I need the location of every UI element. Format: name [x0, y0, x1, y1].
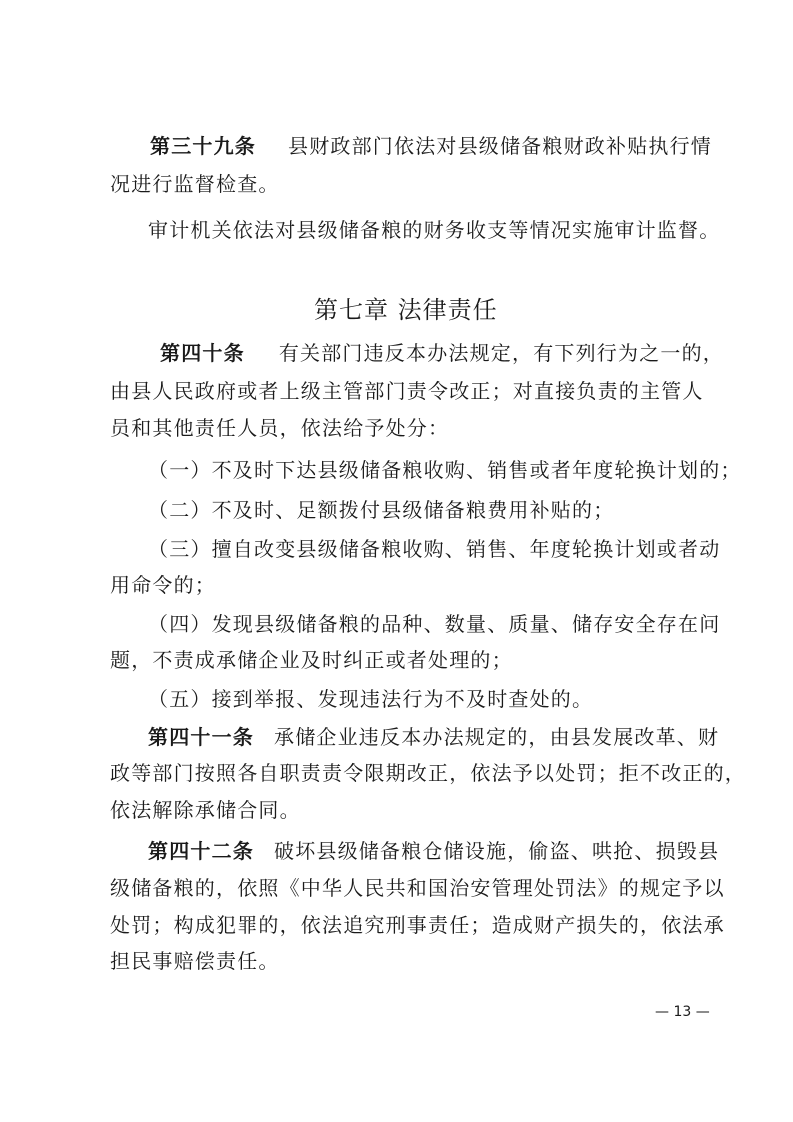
article-40-text-1: 有关部门违反本办法规定，有下列行为之一的， [278, 341, 725, 365]
article-39-paragraph-2: 审计机关依法对县级储备粮的财务收支等情况实施审计监督。 [148, 218, 721, 242]
article-42-label: 第四十二条 [148, 839, 254, 863]
article-41-line-2: 政等部门按照各自职责责令限期改正，依法予以处罚；拒不改正的， [110, 761, 746, 785]
article-42-line-2: 级储备粮的，依照《中华人民共和国治安管理处罚法》的规定予以 [110, 876, 725, 900]
article-42-line-1 [148, 838, 719, 864]
chapter-title: 第七章 法律责任 [314, 296, 498, 324]
page-number: — 13 — [655, 1004, 710, 1020]
article-41-line-1 [148, 724, 719, 750]
article-39-text-1: 县财政部门依法对县级储备粮财政补贴执行情 [288, 134, 712, 158]
article-39-label: 第三十九条 [150, 134, 256, 158]
article-40-line-3: 员和其他责任人员，依法给予处分： [110, 416, 450, 440]
article-41-label: 第四十一条 [148, 725, 254, 749]
article-39-line-2: 况进行监督检查。 [110, 172, 280, 196]
article-40-item-4-line-1: （四）发现县级储备粮的品种、数量、质量、储存安全存在问 [148, 612, 721, 636]
article-40-item-3-line-2: 用命令的； [110, 573, 216, 597]
article-39-line-1 [150, 133, 712, 159]
article-42-text-1: 破坏县级储备粮仓储设施，偷盗、哄抢、损毁县 [274, 839, 720, 863]
article-40-label: 第四十条 [160, 341, 245, 365]
article-40-item-2: （二）不及时、足额拨付县级储备粮费用补贴的； [148, 498, 615, 522]
article-42-line-4: 担民事赔偿责任。 [110, 949, 280, 973]
article-40-item-3-line-1: （三）擅自改变县级储备粮收购、销售、年度轮换计划或者动 [148, 537, 721, 561]
article-40-item-5: （五）接到举报、发现违法行为不及时查处的。 [148, 687, 594, 711]
article-40-line-1 [160, 340, 724, 366]
article-41-line-3: 依法解除承储合同。 [110, 798, 301, 822]
article-42-line-3: 处罚；构成犯罪的，依法追究刑事责任；造成财产损失的，依法承 [110, 913, 725, 937]
article-41-text-1: 承储企业违反本办法规定的，由县发展改革、财 [274, 725, 720, 749]
article-40-item-4-line-2: 题，不责成承储企业及时纠正或者处理的； [110, 648, 513, 672]
article-40-line-2: 由县人民政府或者上级主管部门责令改正；对直接负责的主管人 [110, 379, 704, 403]
article-40-item-1: （一）不及时下达县级储备粮收购、销售或者年度轮换计划的； [148, 458, 742, 482]
